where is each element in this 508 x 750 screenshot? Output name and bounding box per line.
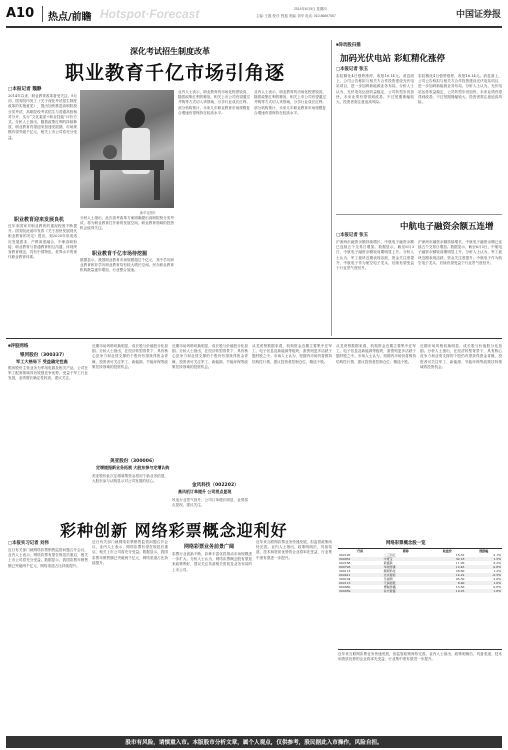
mid-right-byline: □本报记者 张玉 bbox=[336, 233, 369, 238]
lottery-table bbox=[338, 548, 502, 650]
table-cell: 300113 bbox=[339, 569, 351, 573]
table-header: 代码 bbox=[357, 549, 364, 553]
review-body-mid: 近期市场风格切换明显，成长股与价值股分化加剧。分析人士指出，在经济转型背景下，具有核心竞争力和业绩支撑的个股仍有望获得资金青睐，投资者可关注军工、新能源、节能环保等政策扶持领域的投资机会。 bbox=[92, 344, 168, 369]
table-cell: 顺网科技 bbox=[383, 569, 396, 573]
review-item2-title: 美亚股份（300006） bbox=[110, 459, 157, 464]
lottery-body-3: 近年来互联网彩票业务快速发展，但监管政策尚待完善。业内人士指出，政策明朗后，具备渠道、技术和资质优势的企业将率先受益，行业集中度有望进一步提升。 bbox=[256, 540, 332, 560]
lead-photo-caption: 新华社图片 bbox=[140, 211, 156, 215]
table-cell: 1.0% bbox=[493, 581, 501, 585]
review-body-5: 近期市场风格切换明显，成长股与价值股分化加剧。分析人士指出，在经济转型背景下，具有核心竞争力和业绩支撑的个股仍有望获得资金青睐，投资者可关注军工、新能源、节能环保等政策扶持领域的投资机会。 bbox=[420, 344, 502, 369]
review-item1-title: 银河股份（300337） bbox=[20, 353, 67, 358]
masthead-rule bbox=[6, 26, 502, 28]
table-cell: 0.8% bbox=[493, 565, 501, 569]
table-cell: 3.2% bbox=[493, 561, 501, 565]
lottery-headline: 彩种创新 网络彩票概念迎利好 bbox=[60, 521, 288, 540]
lottery-body-1b: 近日有关部门就网络彩票销售监管问题召开会议，业内人士表示，网络彩票有望在规范后重启，相关上市公司将充分受益。数据显示，我国彩票年销售额已突破两千亿元，网络渠道占比持续提升。 bbox=[92, 540, 168, 565]
table-cell: 乐视网 bbox=[383, 577, 393, 581]
table-cell: 博瑞传播 bbox=[383, 585, 396, 589]
right-byline: □本报记者 张玉 bbox=[336, 67, 369, 72]
review-body-2: 近期市场风格切换明显，成长股与价值股分化加剧。分析人士指出，在经济转型背景下，具有核心竞争力和业绩支撑的个股仍有望获得资金青睐，投资者可关注军工、新能源、节能环保等政策扶持领域的投资机会。 bbox=[172, 344, 248, 369]
table-cell: 002113 bbox=[339, 581, 351, 585]
table-cell: 8.90 bbox=[457, 581, 465, 585]
lead-photo-figure bbox=[80, 90, 174, 208]
lead-body-2: 近年来国家对职业教育的重视程度不断提升。国务院此前印发的《关于加快发展现代职业教育的决定》提出，到2020年形成适应发展需求、产教深度融合、中职高职衔接、职业教育与普通教育相互沟通，体现终身教育理念，具有中国特色、世界水平的现代职业教育体系。 bbox=[8, 224, 77, 260]
section-title: 热点/前瞻 bbox=[48, 12, 92, 23]
table-cell: 华闻传媒 bbox=[383, 565, 396, 569]
table-cell: 达实智能 bbox=[383, 573, 396, 577]
lottery-body-1: 近日有关部门就网络彩票销售监管问题召开会议，业内人士表示，网络彩票有望在规范后重启，相关上市公司将充分受益。数据显示，我国彩票年销售额已突破两千亿元，网络渠道占比持续提升。 bbox=[8, 548, 88, 568]
lottery-table-grid bbox=[338, 549, 502, 593]
table-cell: 二三四五 bbox=[383, 553, 396, 557]
section-rule bbox=[6, 338, 502, 339]
table-cell: 600880 bbox=[339, 585, 351, 589]
review-item3-body: 风电行业景气回升，公司订单增长明显，业绩拐点显现，建议关注。 bbox=[172, 498, 248, 508]
column-divider bbox=[331, 40, 332, 336]
table-cell: 0.6% bbox=[493, 585, 501, 589]
lead-body-1: 2014年以来，职业教育改革备受关注。9月初，国务院印发了《关于深化考试招生制度改革的实施意见》，提出加快推进高职院校分类考试，高职院校考试招生与普通高校相对分开，实行“文化素质+职业技能”评价方式。分析人士指出，随着政策红利的持续释放，职业教育有望迎来加速发展期，市场规模有望突破千亿元，相关上市公司将充分受益。 bbox=[8, 94, 77, 140]
footer-bar bbox=[6, 736, 502, 748]
table-cell: 002195 bbox=[339, 553, 351, 557]
table-cell: 000793 bbox=[339, 565, 351, 569]
table-cell: 32.18 bbox=[455, 557, 465, 561]
lead-body-3: 分析人士指出，此次高考改革方案明确提出高职院校分类考试，将为职业教育打开新的发展空间，职业教育领域的投资机会值得关注。 bbox=[80, 216, 174, 231]
mid-right-body-2: 沪深两市融资余额持续增长，中航电子融资余额已连续五个交易日增加。数据显示，截至6月3日，中航电子融资余额较前期明显上升。分析人士认为，军工板块近期表现活跃，资金关注度提升，中航电子作为航空电子龙头，后续有望受益于行业景气度回升。 bbox=[418, 240, 502, 265]
table-cell: 15.32 bbox=[455, 553, 465, 557]
review-item1-sub: 军工大格局下 受益确定性高 bbox=[16, 359, 68, 364]
review-item2-sub: 定增提振新业务拓展 大股东参与定增认购 bbox=[96, 465, 170, 470]
lead-body-4: 数据显示，我国职业教育市场规模超过千亿元，其中学历职业教育和非学历职业教育均有较大增长空间。民办职业教育机构数量逐年增加，行业整合加速。 bbox=[80, 258, 174, 273]
table-cell: 002421 bbox=[339, 573, 351, 577]
table-cell: 300059 bbox=[339, 589, 351, 593]
right-divider bbox=[336, 214, 502, 215]
right-label: ■异动股扫描 bbox=[336, 42, 361, 47]
review-item3-title: 金风科技（002202） bbox=[192, 483, 239, 488]
review-item2-body: 美亚股份此次定增募集资金将用于新业务拓展，大股东参与认购显示对公司发展的信心。 bbox=[92, 474, 168, 484]
table-header: 收盘价 bbox=[442, 549, 452, 553]
table-cell: 002188 bbox=[339, 561, 351, 565]
mid-right-headline: 中航电子融资余额五连增 bbox=[400, 222, 494, 232]
review-item1-body: 银河股份主营业务为军用电源及相关产品，公司在军工配套领域具有较强竞争优势，受益于军工行业发展，业绩增长确定性较高，建议关注。 bbox=[8, 366, 88, 381]
table-cell: 14.22 bbox=[455, 573, 465, 577]
right-body-1: 彩虹精化4日强势涨停，收报16.14元。消息面上，公司公告称拟与相关方合作投资建设光伏电站项目，进一步加码新能源业务布局。分析人士认为，光伏电站运营收益稳定，公司转型步伐加快，未来业绩有望得到改善。不过短期涨幅较大，投资者需注意追高风险。 bbox=[336, 74, 414, 105]
table-cell: 10.25 bbox=[455, 589, 465, 593]
footer-disclaimer: 股市有风险，请慎重入市。本版股市分析文章，属个人观点，仅供参考，股民据此入市操作，风险自担。 bbox=[125, 740, 383, 746]
table-cell: 300104 bbox=[339, 577, 351, 581]
lead-subhead-1: 职业教育迎来发展良机 bbox=[14, 217, 65, 223]
lead-subhead-2: 职业教育千亿市场待挖掘 bbox=[92, 251, 148, 257]
right-body-2: 彩虹精化4日强势涨停，收报16.14元。消息面上，公司公告称拟与相关方合作投资建设光伏电站项目，进一步加码新能源业务布局。分析人士认为，光伏电站运营收益稳定，公司转型步伐加快，未来业绩有望得到改善。不过短期涨幅较大，投资者需注意追高风险。 bbox=[418, 74, 502, 105]
table-cell: 2.1% bbox=[493, 553, 501, 557]
table-cell: 28.60 bbox=[455, 569, 465, 573]
table-header: 简称 bbox=[402, 549, 409, 553]
table-cell: 13.56 bbox=[455, 585, 465, 589]
lead-headline: 职业教育千亿市场引角逐 bbox=[65, 62, 286, 84]
review-label: ■评股网络 bbox=[8, 343, 29, 348]
table-cell: 新嘉联 bbox=[383, 561, 393, 565]
table-cell: 天润控股 bbox=[383, 581, 396, 585]
lottery-byline: □本报实习记者 刘伟 bbox=[8, 541, 49, 546]
date-line: 2014年6月5日 星期四 bbox=[294, 7, 327, 11]
table-cell: 东方财富 bbox=[383, 589, 396, 593]
lottery-table-title: 网络彩票概念股一览 bbox=[386, 541, 426, 546]
section-title-en: Hotspot·Forecast bbox=[100, 7, 200, 21]
masthead bbox=[6, 4, 502, 26]
table-cell: 300052 bbox=[339, 557, 351, 561]
table-cell: 1.8% bbox=[493, 589, 501, 593]
editor-line: 主编: 王磊 校对: 程振 美编: 刘华 电话: 010-86697557 bbox=[256, 14, 336, 18]
lottery-body-4: 近年来互联网彩票业务快速发展，但监管政策尚待完善。业内人士指出，政策明朗后，具备渠道、技术和资质优势的企业将率先受益，行业集中度有望进一步提升。 bbox=[338, 652, 502, 662]
review-body-4: 从龙虎榜数据来看，机构资金近期主要集中在军工、电子信息及新能源等板块，游资则更多活跃于题材股之中。市场人士认为，短期内市场仍将维持结构性行情，建议投资者控制仓位，精选个股。 bbox=[336, 344, 416, 364]
table-cell: 1.5% bbox=[493, 557, 501, 561]
table-cell: 11.06 bbox=[455, 561, 465, 565]
table-cell: 45.30 bbox=[455, 577, 465, 581]
mid-right-body-1: 沪深两市融资余额持续增长，中航电子融资余额已连续五个交易日增加。数据显示，截至6月3日，中航电子融资余额较前期明显上升。分析人士认为，军工板块近期表现活跃，资金关注度提升，中航电子作为航空电子龙头，后续有望受益于行业景气度回升。 bbox=[336, 240, 414, 271]
review-item3-sub: 高风机订单提升 公司拐点显现 bbox=[178, 489, 232, 494]
lead-kicker: 深化考试招生制度改革 bbox=[130, 47, 210, 56]
lead-body-6: 业内人士表示，职业教育的市场化程度较高，随着政策红利的释放，相关上市公司有望通过并购等方式切入该领域，分享行业成长红利。部分机构预计，未来几年职业教育市场规模复合增速有望保持在较高水平。 bbox=[254, 90, 326, 115]
table-cell: 中青宝 bbox=[383, 557, 393, 561]
lead-body-5: 业内人士表示，职业教育的市场化程度较高，随着政策红利的释放，相关上市公司有望通过并购等方式切入该领域，分享行业成长红利。部分机构预计，未来几年职业教育市场规模复合增速有望保持在较高水平。 bbox=[178, 90, 250, 115]
lead-photo bbox=[80, 90, 174, 208]
right-headline: 加码光伏电站 彩虹精化涨停 bbox=[340, 54, 445, 64]
page-number: A10 bbox=[6, 6, 35, 21]
paper-logo: 中国证券报 bbox=[456, 10, 502, 20]
table-cell: 1.2% bbox=[493, 569, 501, 573]
table-cell: 12.45 bbox=[455, 565, 465, 569]
lottery-subhead: 网络彩票业务前景广阔 bbox=[184, 544, 235, 550]
masthead-divider bbox=[42, 6, 43, 22]
table-cell: -0.5% bbox=[492, 573, 501, 577]
table-cell: 2.6% bbox=[493, 577, 501, 581]
table-header: 涨跌幅 bbox=[479, 549, 489, 553]
lead-byline: □本报记者 魏静 bbox=[8, 87, 42, 92]
table-row bbox=[338, 589, 502, 593]
lottery-body-2: 彩票行业创新不断，彩种丰富化将推动市场规模进一步扩大。分析人士认为，网络彩票概念股有望迎来政策利好，建议关注具备相关资质及业务布局的上市公司。 bbox=[172, 552, 252, 572]
review-body-3: 从龙虎榜数据来看，机构资金近期主要集中在军工、电子信息及新能源等板块，游资则更多活跃于题材股之中。市场人士认为，短期内市场仍将维持结构性行情，建议投资者控制仓位，精选个股。 bbox=[252, 344, 332, 364]
